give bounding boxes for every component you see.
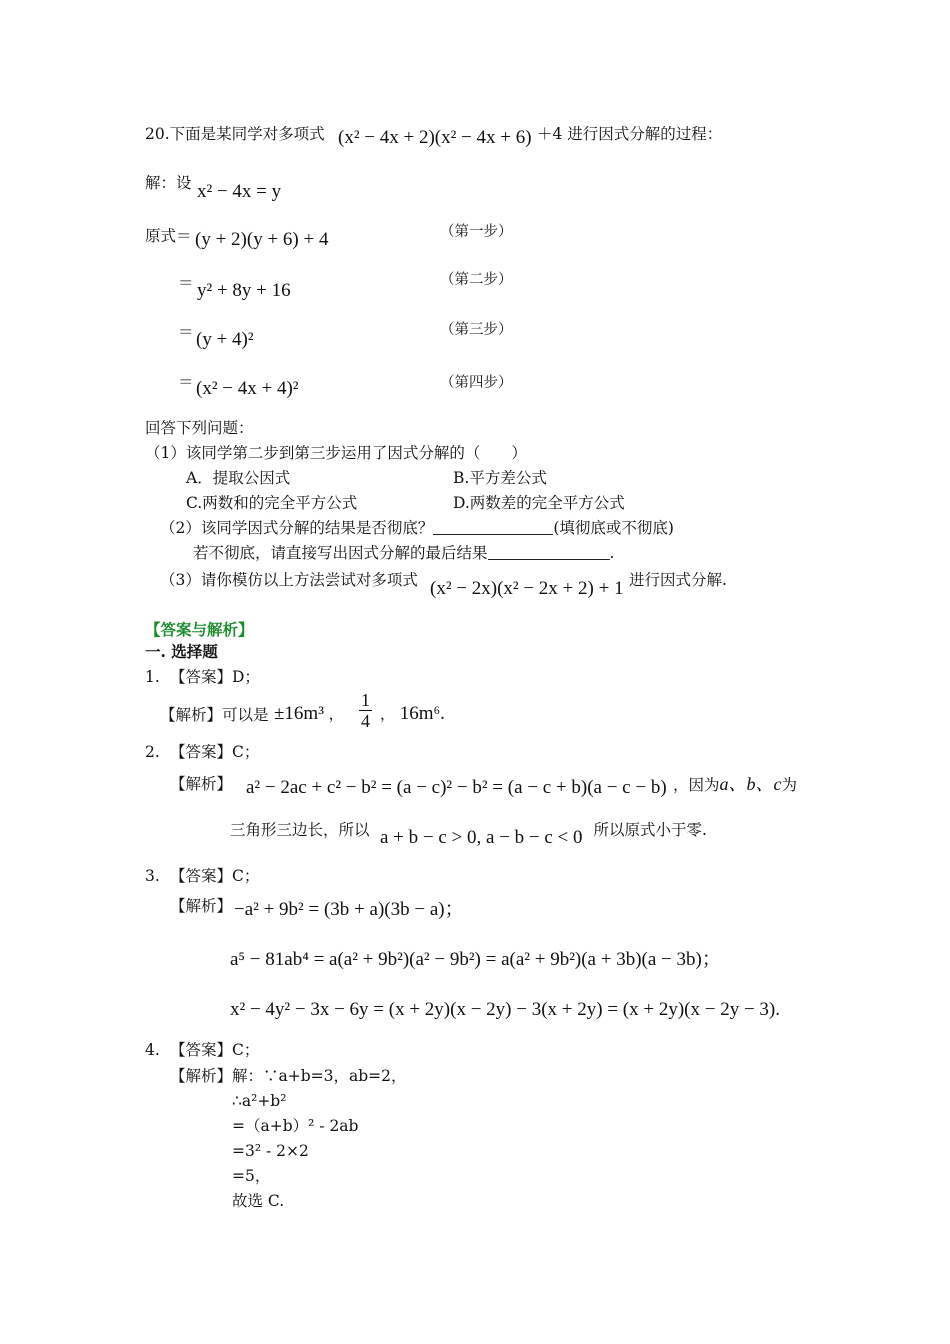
q20-step4-eq: ＝ bbox=[178, 373, 194, 391]
q20-step2-label: （第二步） bbox=[440, 272, 513, 288]
a1-analysis bbox=[160, 705, 269, 725]
a1-analysis-math bbox=[274, 702, 344, 726]
q20-sub2b-text: 若不彻底，请直接写出因式分解的最后结果 bbox=[193, 544, 488, 562]
q20-sub2b bbox=[193, 543, 614, 563]
q20-sub2a-text: （2）该同学因式分解的结果是否彻底？ bbox=[160, 519, 434, 537]
q20-step3-eq: ＝ bbox=[178, 323, 194, 341]
q20-step2-expr: y² + 8y + 16 bbox=[197, 280, 291, 301]
a4-line-5: 故选 C. bbox=[232, 1192, 285, 1210]
a4-line-3: =3² - 2×2 bbox=[232, 1142, 309, 1160]
q20-step4-expr: (x² − 4x + 4)² bbox=[196, 378, 299, 399]
a2-expr: a² − 2ac + c² − b² = (a − c)² − b² = (a − c + b)(a − c − b) bbox=[246, 777, 667, 798]
q20-intro: 20.下面是某同学对多项式 bbox=[145, 125, 325, 143]
q20-sub1: （1）该同学第二步到第三步运用了因式分解的（ ） bbox=[145, 444, 527, 462]
a1-period: . bbox=[440, 703, 445, 724]
q20-substitution: x² − 4x = y bbox=[197, 181, 282, 202]
answers-header: 【答案与解析】 bbox=[145, 620, 254, 639]
q20-option-a: A．提取公因式 bbox=[186, 469, 291, 487]
q20-sub2a-blank[interactable] bbox=[433, 520, 553, 535]
a3-expr-3: x² − 4y² − 3x − 6y = (x + 2y)(x − 2y) − 3(x + 2y) = (x + 2y)(x − 2y − 3). bbox=[230, 999, 780, 1020]
q20-intro-tail: ＋4 进行因式分解的过程： bbox=[537, 125, 723, 143]
q20-sub2b-period: . bbox=[609, 544, 615, 562]
q20-sub2b-blank[interactable] bbox=[488, 545, 610, 560]
a3-expr-1: −a² + 9b² = (3b + a)(3b − a)； bbox=[234, 899, 464, 920]
a2-analysis-tag: 【解析】 bbox=[170, 775, 233, 793]
q20-step2-eq: ＝ bbox=[178, 274, 194, 292]
a4-line-4: =5， bbox=[232, 1167, 271, 1185]
a2-number: 2. bbox=[145, 743, 160, 761]
a4-answer: 【答案】C； bbox=[170, 1041, 260, 1059]
a3-number: 3. bbox=[145, 867, 160, 885]
q20-sub2a bbox=[160, 518, 674, 538]
q20-polynomial: (x² − 4x + 2)(x² − 4x + 6) bbox=[338, 127, 532, 148]
a1-analysis-math-2 bbox=[380, 702, 445, 726]
q20-sub3-expr: (x² − 2x)(x² − 2x + 2) + 1 bbox=[430, 578, 624, 599]
a3-answer: 【答案】C； bbox=[170, 867, 260, 885]
a2-line2-tail: ，所以原式小于零. bbox=[578, 821, 707, 839]
a1-analysis-tag: 【解析】可以是 bbox=[160, 706, 269, 724]
q20-option-c: C.两数和的完全平方公式 bbox=[186, 494, 358, 512]
a4-line-1: ∴a²+b² bbox=[232, 1092, 287, 1110]
q20-option-d: D.两数差的完全平方公式 bbox=[453, 494, 625, 512]
q20-option-b: B.平方差公式 bbox=[453, 469, 547, 487]
a4-number: 4. bbox=[145, 1041, 160, 1059]
a3-expr-2: a⁵ − 81ab⁴ = a(a² + 9b²)(a² − 9b²) = a(a² + 9b²)(a + 3b)(a − 3b)； bbox=[230, 949, 721, 970]
q20-sub3: （3）请你模仿以上方法尝试对多项式 bbox=[160, 571, 418, 589]
a2-tail-text-2: 为 bbox=[781, 776, 798, 794]
a1-comma-2: ， bbox=[380, 705, 396, 723]
a2-line2: 三角形三边长，所以 bbox=[230, 821, 370, 839]
a1-fraction-denominator: 4 bbox=[361, 711, 370, 731]
a4-line-2: =（a+b）² - 2ab bbox=[232, 1117, 359, 1135]
q20-step3-expr: (y + 4)² bbox=[196, 329, 254, 350]
q20-solution-label: 解：设 bbox=[145, 174, 192, 192]
a2-answer: 【答案】C； bbox=[170, 743, 260, 761]
q20-answer-prompt: 回答下列问题： bbox=[145, 419, 254, 437]
a1-comma: ， bbox=[328, 705, 344, 723]
a1-number: 1. bbox=[145, 668, 160, 686]
q20-step4-label: （第四步） bbox=[440, 375, 513, 391]
a1-expr-1: ±16m³ bbox=[274, 703, 324, 724]
answers-section-title: 一. 选择题 bbox=[145, 642, 218, 661]
q20-sub3-tail: 进行因式分解. bbox=[629, 571, 727, 589]
a3-analysis-tag: 【解析】 bbox=[170, 897, 233, 915]
a1-fraction bbox=[355, 690, 376, 731]
a2-vars: a、b、c bbox=[719, 774, 782, 794]
a4-analysis: 【解析】解：∵a+b=3，ab=2， bbox=[170, 1067, 407, 1085]
a2-inequality: a + b − c > 0, a − b − c < 0 bbox=[380, 827, 583, 848]
a1-answer: 【答案】D； bbox=[170, 668, 260, 686]
q20-sub2a-hint: (填彻底或不彻底) bbox=[553, 519, 674, 537]
a2-tail bbox=[673, 774, 797, 795]
q20-step1-expr: (y + 2)(y + 6) + 4 bbox=[195, 229, 329, 250]
a1-fraction-numerator: 1 bbox=[361, 690, 370, 710]
q20-original-label: 原式＝ bbox=[145, 227, 192, 245]
a2-tail-text: ，因为 bbox=[673, 776, 720, 794]
q20-step3-label: （第三步） bbox=[440, 322, 513, 338]
a1-expr-3: 16m⁶ bbox=[399, 703, 441, 724]
q20-step1-label: （第一步） bbox=[440, 224, 513, 240]
